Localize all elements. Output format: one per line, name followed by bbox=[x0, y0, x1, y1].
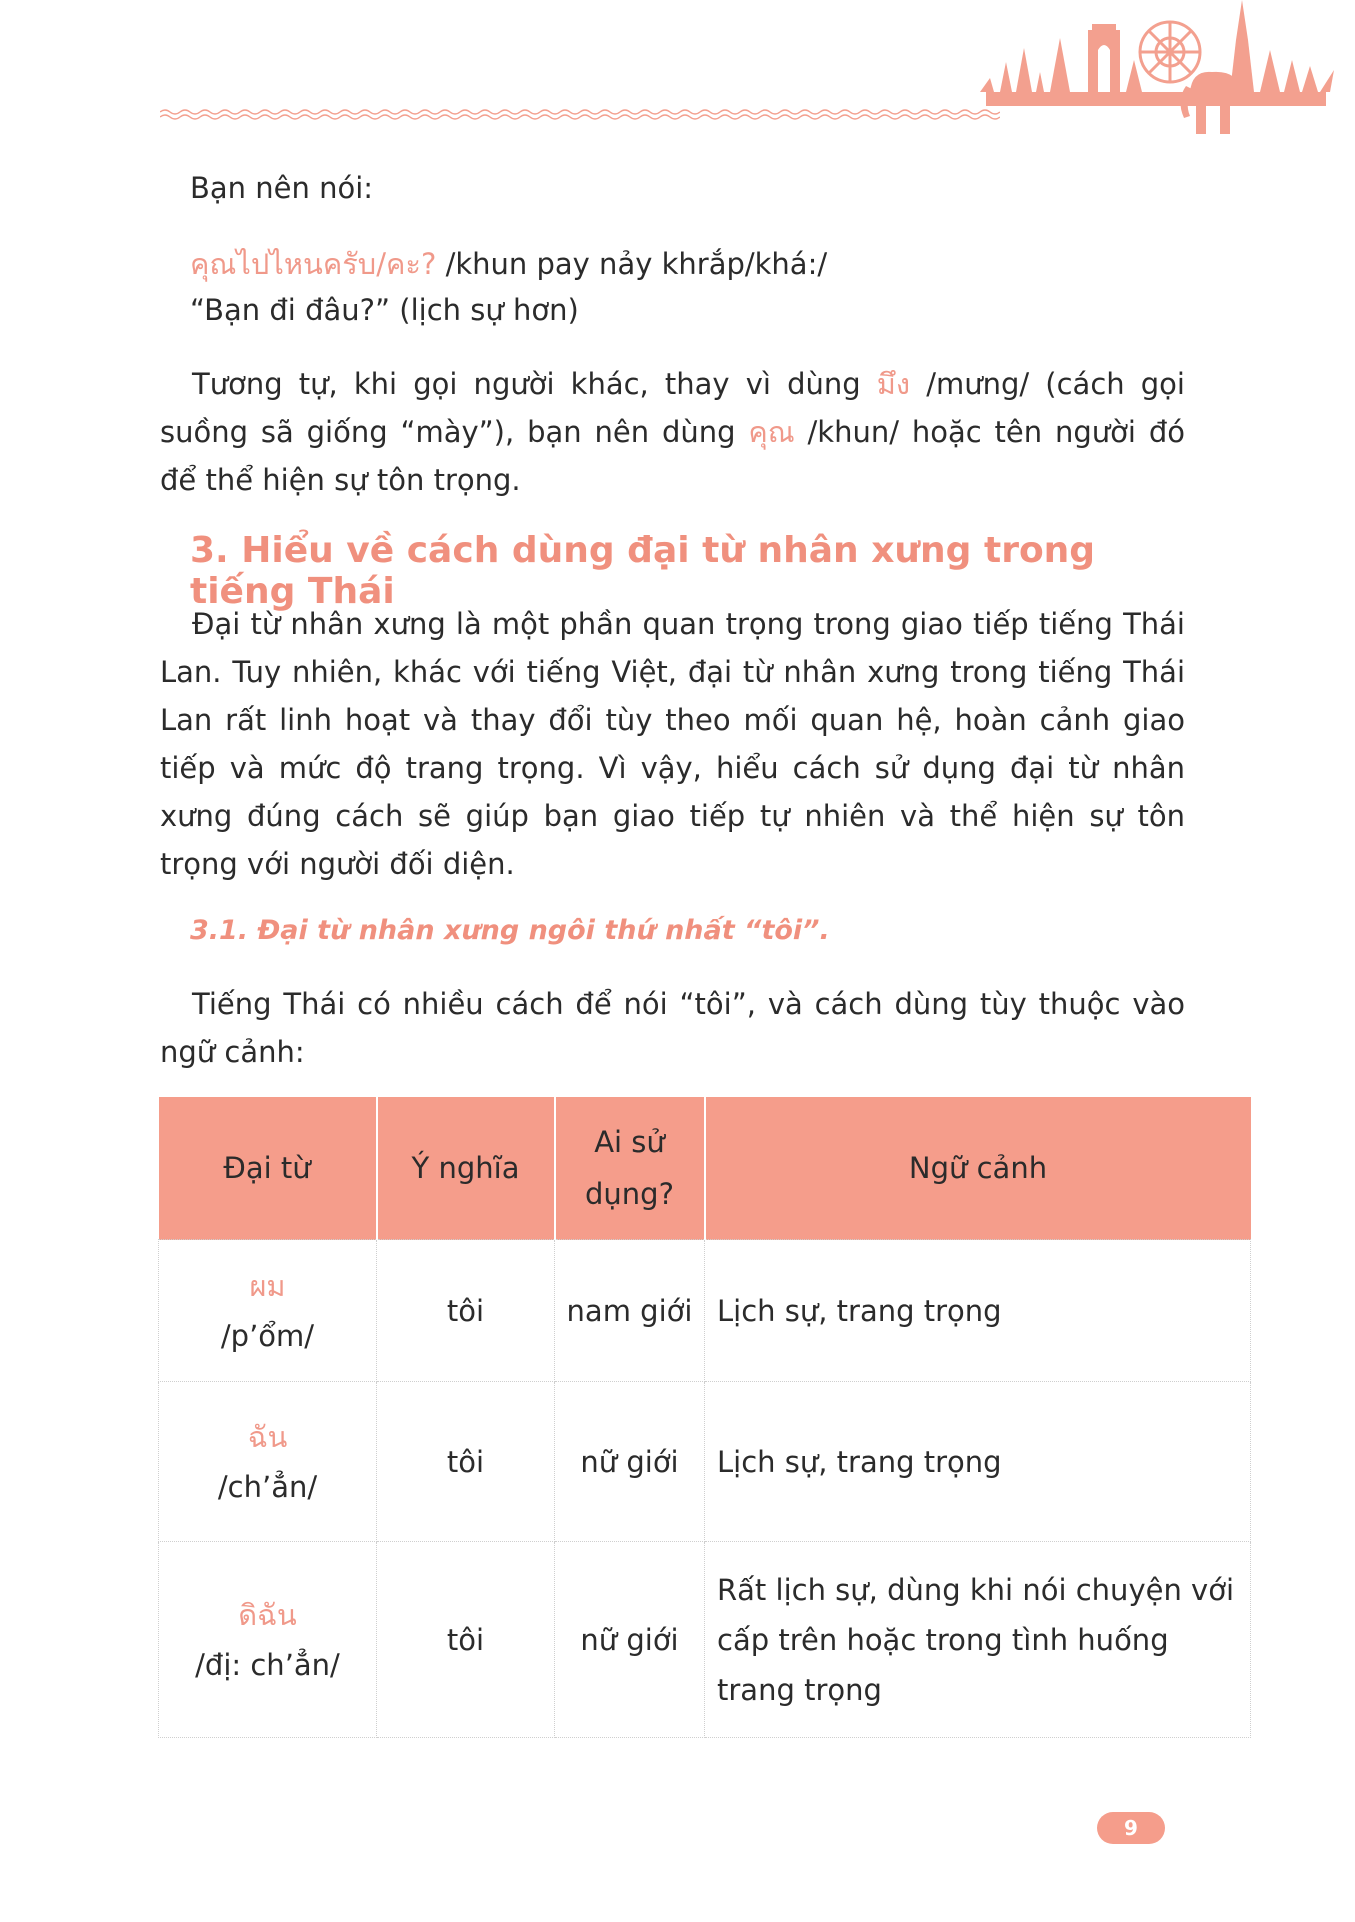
example-thai: คุณไปไหนครับ/คะ? bbox=[190, 247, 437, 281]
example-line bbox=[190, 240, 1215, 288]
para1-text-c: /khun/ hoặc tên người đó để thể hiện sự tôn trọng. bbox=[160, 415, 1185, 497]
meaning-cell: tôi bbox=[377, 1542, 555, 1738]
example-meaning: “Bạn đi đâu?” (lịch sự hơn) bbox=[190, 293, 579, 327]
paragraph-toi: Tiếng Thái có nhiều cách để nói “tôi”, và cách dùng tùy thuộc vào ngữ cảnh: bbox=[160, 987, 1185, 1069]
pronoun-cell bbox=[159, 1542, 377, 1738]
who-cell: nữ giới bbox=[555, 1382, 705, 1542]
paragraph-address bbox=[160, 360, 1185, 504]
header-pronoun: Đại từ bbox=[159, 1097, 377, 1240]
context-cell: Rất lịch sự, dùng khi nói chuyện với cấp trên hoặc trong tình huống trang trọng bbox=[705, 1542, 1251, 1738]
intro-label: Bạn nên nói: bbox=[190, 171, 374, 205]
section-3-heading: 3. Hiểu về cách dùng đại từ nhân xưng trong tiếng Thái bbox=[190, 530, 1096, 612]
pronoun-thai: ฉัน bbox=[247, 1419, 288, 1454]
para1-text-a: Tương tự, khi gọi người khác, thay vì dùng bbox=[192, 367, 877, 401]
header-wavy-rule bbox=[160, 108, 1000, 120]
meaning-cell: tôi bbox=[377, 1240, 555, 1382]
header-meaning: Ý nghĩa bbox=[377, 1097, 555, 1240]
context-cell: Lịch sự, trang trọng bbox=[705, 1382, 1251, 1542]
table-row bbox=[159, 1240, 1251, 1382]
paragraph-pronouns: Đại từ nhân xưng là một phần quan trọng trong giao tiếp tiếng Thái Lan. Tuy nhiên, khác với tiếng Việt, đại từ nhân xưng trong tiếng Thái Lan rất linh hoạt và thay đổi tùy theo mối quan hệ, hoàn cảnh giao tiếp và mức độ trang trọng. Vì vậy, hiểu cách sử dụng đại từ nhân xưng đúng cách sẽ giúp bạn giao tiếp tự nhiên và thể hiện sự tôn trọng với người đối diện. bbox=[160, 607, 1185, 881]
table-row bbox=[159, 1542, 1251, 1738]
meaning-cell: tôi bbox=[377, 1382, 555, 1542]
context-cell: Lịch sự, trang trọng bbox=[705, 1240, 1251, 1382]
pronoun-romanization: /đị: ch’ẳn/ bbox=[195, 1647, 340, 1682]
who-cell: nam giới bbox=[555, 1240, 705, 1382]
subsection-3-1-heading: 3.1. Đại từ nhân xưng ngôi thứ nhất “tôi”. bbox=[190, 915, 830, 946]
pronoun-cell bbox=[159, 1240, 377, 1382]
header-who: Ai sử dụng? bbox=[555, 1097, 705, 1240]
thai-skyline-illustration bbox=[980, 0, 1340, 150]
pronoun-romanization: /p’ổm/ bbox=[220, 1318, 315, 1353]
pronoun-thai: ดิฉัน bbox=[238, 1597, 297, 1632]
pronoun-thai: ผม bbox=[249, 1268, 286, 1303]
para1-text-b: /mưng/ (cách gọi suồng sã giống “mày”), bạn nên dùng bbox=[160, 367, 1185, 449]
example-romanization: /khun pay nảy khrắp/khá:/ bbox=[436, 247, 828, 281]
pronoun-table bbox=[158, 1097, 1251, 1738]
who-cell: nữ giới bbox=[555, 1542, 705, 1738]
pronoun-cell bbox=[159, 1382, 377, 1542]
table-row bbox=[159, 1382, 1251, 1542]
pronoun-romanization: /ch’ẳn/ bbox=[217, 1469, 318, 1504]
thai-word-khun: คุณ bbox=[748, 415, 795, 449]
header-context: Ngữ cảnh bbox=[705, 1097, 1251, 1240]
page-number: 9 bbox=[1097, 1812, 1165, 1844]
table-header-row bbox=[159, 1097, 1251, 1240]
thai-word-mung: มึง bbox=[876, 367, 911, 401]
